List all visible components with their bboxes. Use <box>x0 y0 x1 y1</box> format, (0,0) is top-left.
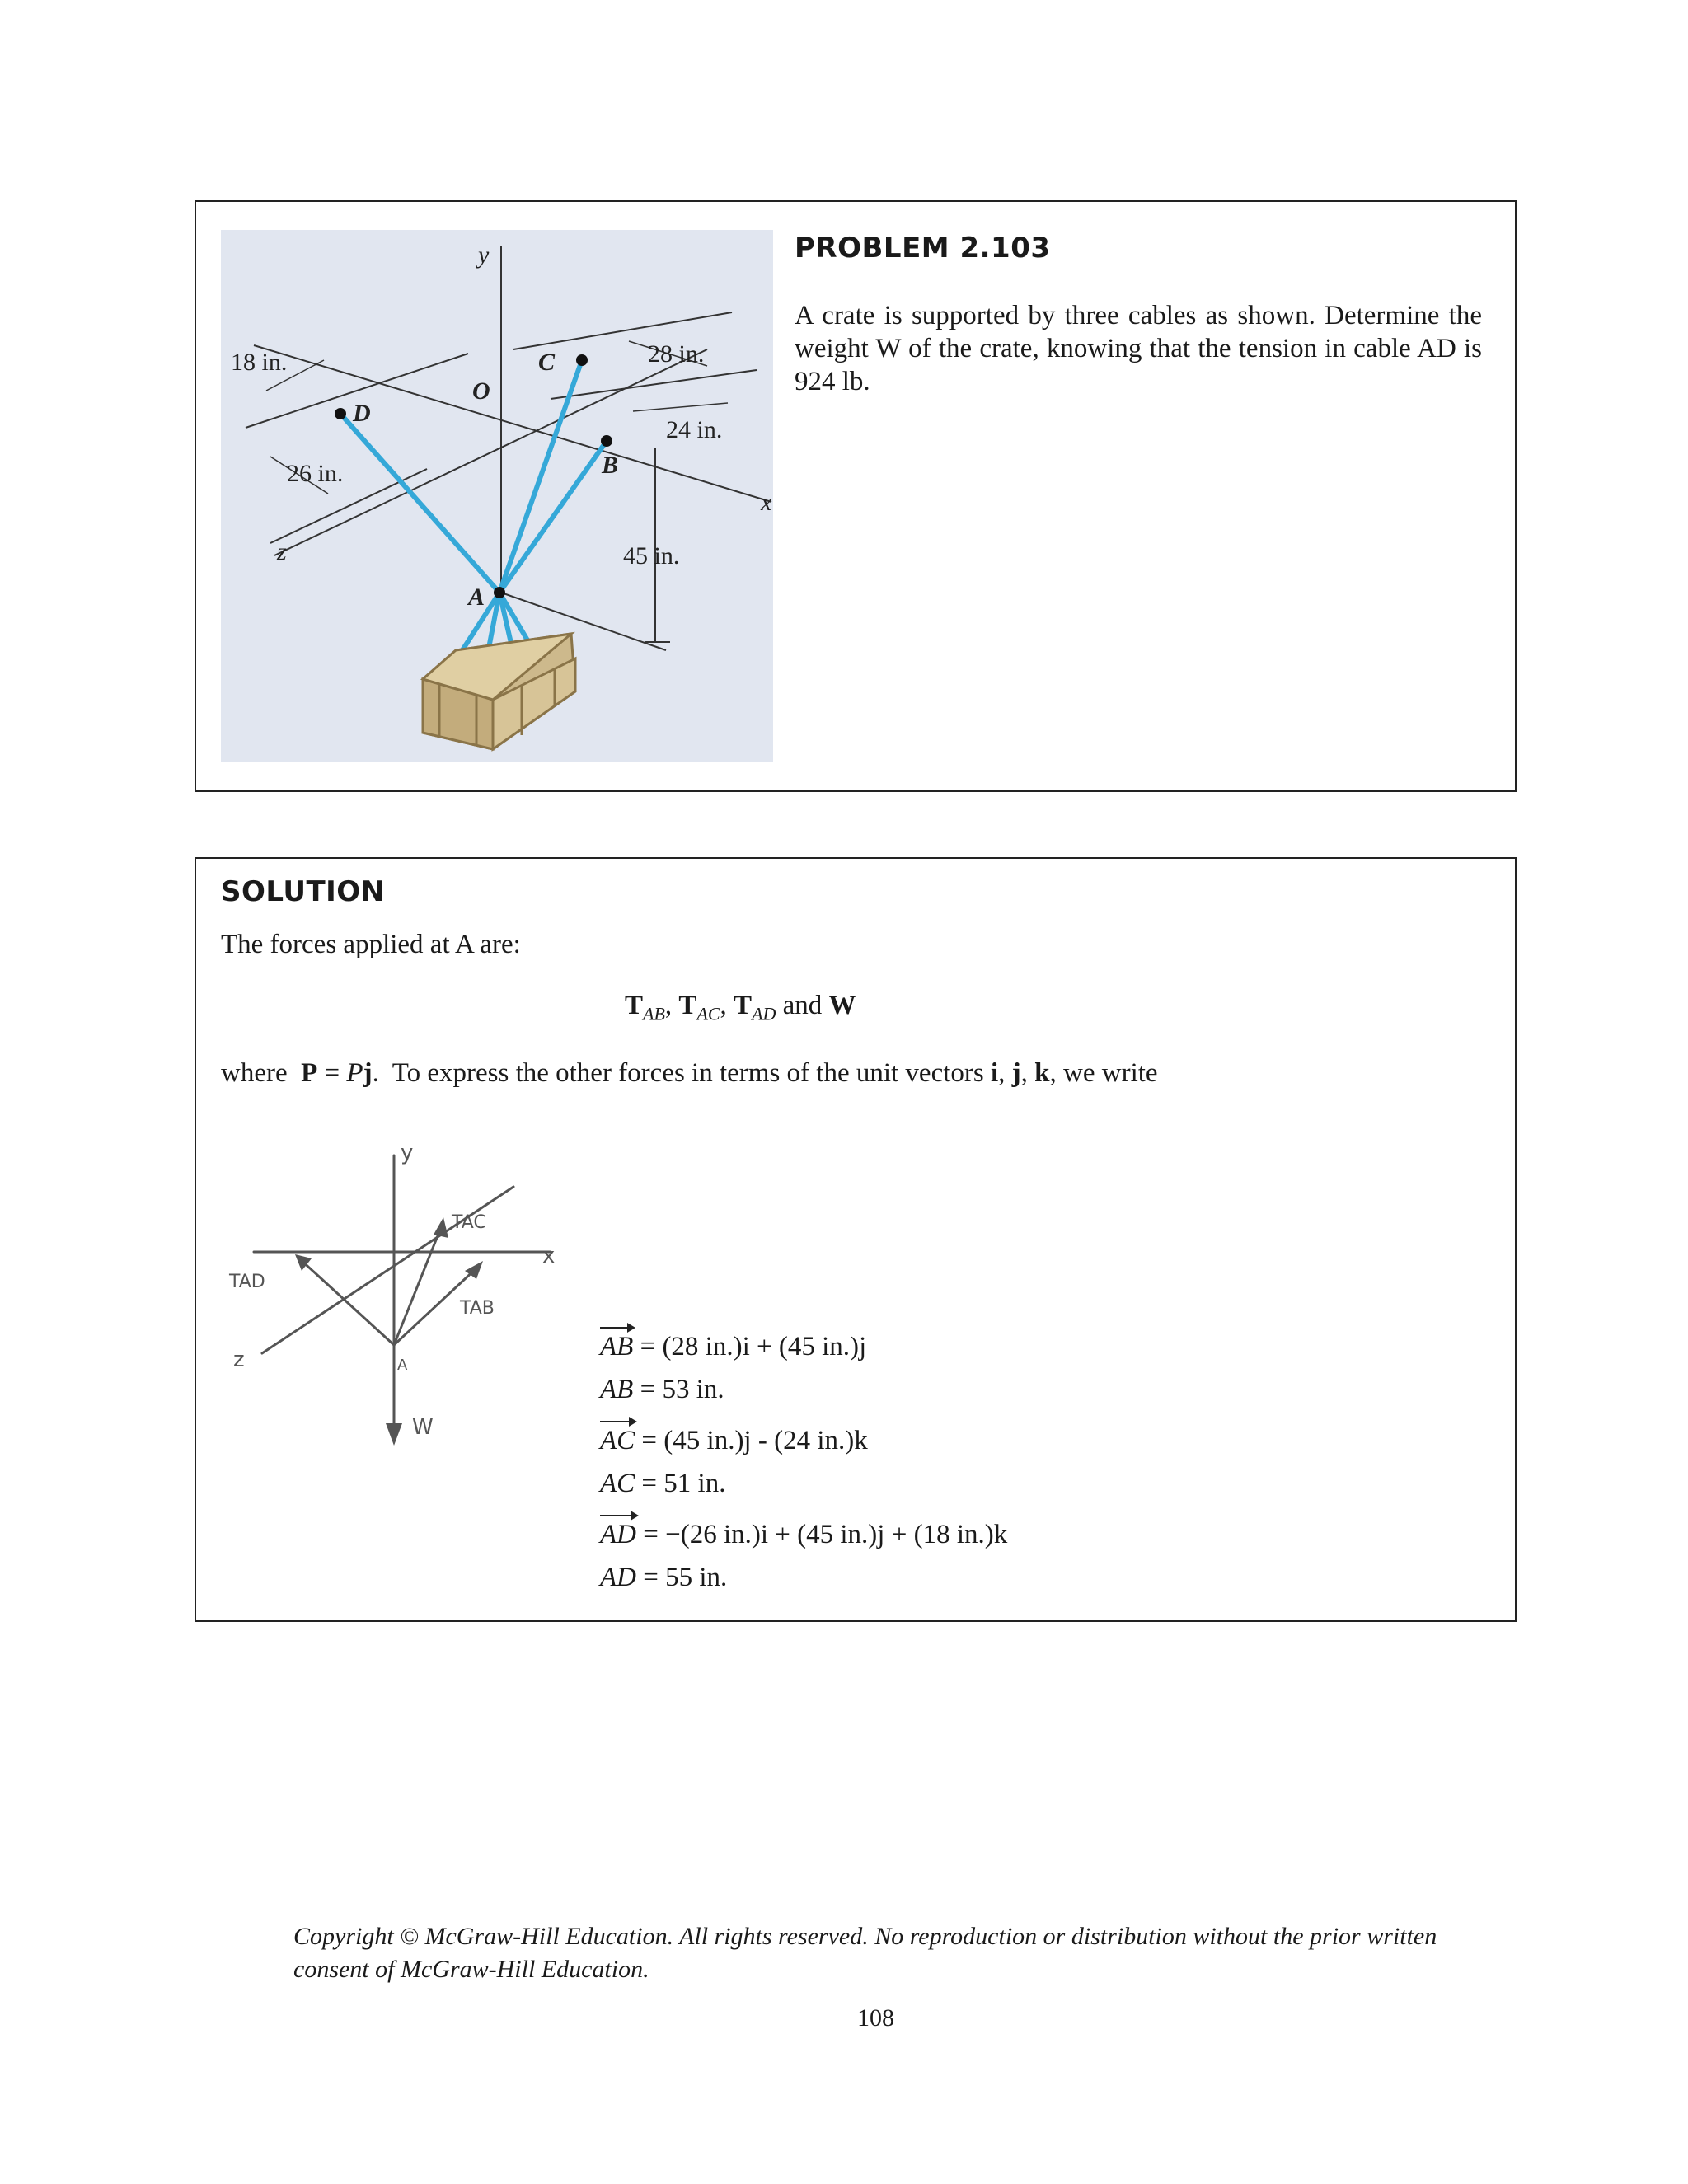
crate-diagram <box>221 230 773 762</box>
problem-text: A crate is supported by three cables as shown. Determine the weight W of the crate, knowing that the tension in cable AD is 924 lb. <box>795 301 1482 396</box>
fig-dim-26: 26 in. <box>287 460 344 487</box>
eq-ab-length: AB = 53 in. <box>600 1375 724 1404</box>
sketch-label-a: A <box>397 1357 408 1374</box>
sketch-label-y: y <box>401 1141 414 1165</box>
forces-list: $T_{AB}$, $T_{AC}$, $T_{AD}$ and W <box>625 991 856 1024</box>
sketch-label-tab: TAB <box>460 1298 495 1319</box>
crate-cable-figure <box>221 230 773 762</box>
fig-label-y: y <box>478 241 490 269</box>
hand-sketch <box>221 1122 567 1469</box>
solution-intro: The forces applied at A are: <box>221 930 521 959</box>
eq-ad-length-value: = 55 in. <box>643 1563 728 1592</box>
eq-ac-vector-value: = (45 in.)j - (24 in.)k <box>641 1426 868 1455</box>
fig-label-x: x <box>761 489 772 516</box>
eq-ad-length: AD = 55 in. <box>600 1563 728 1592</box>
fig-label-c: C <box>538 349 556 376</box>
fig-label-d: D <box>353 400 371 427</box>
fig-label-a: A <box>468 583 485 611</box>
problem-box <box>195 200 1517 792</box>
fig-dim-28: 28 in. <box>648 340 705 368</box>
eq-ad-vector: AD = −(26 in.)i + (45 in.)j + (18 in.)k <box>600 1520 1008 1549</box>
where-line: where P = Pj. To express the other forces in terms of the unit vectors i, j, k, we write <box>221 1058 1158 1088</box>
fig-dim-45: 45 in. <box>623 542 680 569</box>
forces-and: and <box>782 991 823 1020</box>
force-sketch <box>221 1122 567 1469</box>
we-write: we write <box>1063 1058 1158 1088</box>
sketch-label-tac: TAC <box>452 1212 486 1233</box>
sketch-label-z: z <box>233 1347 245 1372</box>
eq-ad-vector-value: = −(26 in.)i + (45 in.)j + (18 in.)k <box>643 1520 1008 1549</box>
fig-dim-24: 24 in. <box>666 416 723 443</box>
solution-heading: SOLUTION <box>221 875 385 908</box>
page-number: 108 <box>857 2004 894 2032</box>
eq-ac-vector: AC = (45 in.)j - (24 in.)k <box>600 1426 868 1455</box>
footer-copyright: Copyright © McGraw-Hill Education. All rights reserved. No reproduction or distribution without the prior written consent of McGraw-Hill Education. <box>293 1923 1437 1983</box>
sketch-label-x: x <box>542 1244 556 1268</box>
eq-ac-length: AC = 51 in. <box>600 1469 726 1498</box>
problem-heading: PROBLEM 2.103 <box>795 232 1051 265</box>
fig-label-b: B <box>602 452 619 479</box>
where-text: To express the other forces in terms of the unit vectors <box>392 1058 984 1088</box>
eq-ab-vector: AB = (28 in.)i + (45 in.)j <box>600 1332 867 1361</box>
fig-dim-18: 18 in. <box>231 349 288 376</box>
fig-label-z: z <box>277 538 287 565</box>
sketch-label-w: W <box>412 1415 434 1440</box>
sketch-label-tad: TAD <box>229 1272 265 1292</box>
eq-ac-length-value: = 51 in. <box>641 1469 726 1498</box>
eq-ab-vector-value: = (28 in.)i + (45 in.)j <box>640 1332 867 1361</box>
eq-ab-length-value: = 53 in. <box>640 1375 724 1404</box>
fig-label-o: O <box>472 377 490 405</box>
solution-box <box>195 857 1517 1622</box>
